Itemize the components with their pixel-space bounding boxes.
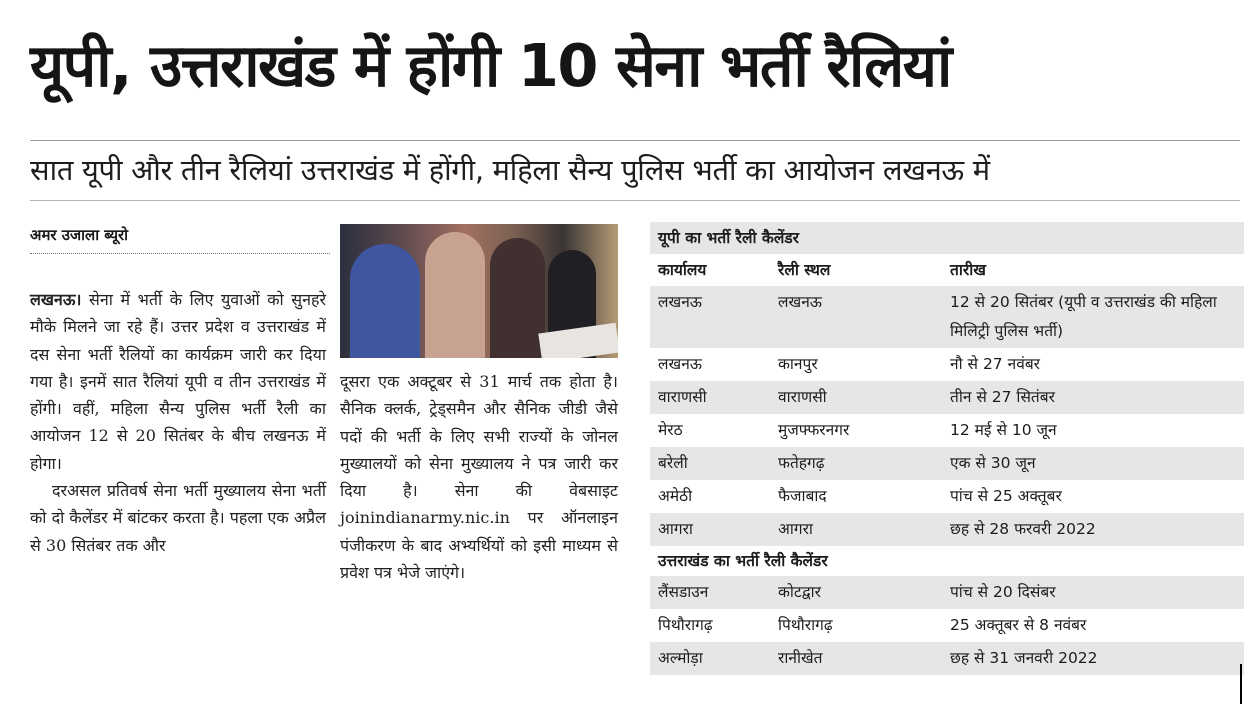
up-calendar-venue: फतेहगढ़ bbox=[778, 454, 825, 472]
uk-calendar-date: पांच से 20 दिसंबर bbox=[950, 583, 1056, 601]
uk-calendar-venue: पिथौरागढ़ bbox=[778, 616, 833, 634]
up-calendar-row bbox=[650, 381, 1244, 414]
uk-calendar-venue: रानीखेत bbox=[778, 649, 823, 667]
uk-calendar-rows bbox=[650, 576, 1244, 675]
up-calendar-office: लखनऊ bbox=[658, 355, 702, 373]
up-calendar-venue: आगरा bbox=[778, 520, 813, 538]
up-calendar-rows bbox=[650, 286, 1244, 546]
uk-calendar-venue: कोटद्वार bbox=[778, 583, 821, 601]
up-calendar-venue: कानपुर bbox=[778, 355, 818, 373]
uk-calendar-row bbox=[650, 576, 1244, 609]
text-cursor bbox=[1240, 664, 1242, 704]
article-paragraph-1 bbox=[30, 286, 326, 477]
divider bbox=[30, 140, 1240, 141]
uk-calendar-office: पिथौरागढ़ bbox=[658, 616, 713, 634]
article-paragraph-1-text: सेना में भर्ती के लिए युवाओं को सुनहरे मौके मिलने जा रहे हैं। उत्तर प्रदेश व उत्तराखंड में दस सेना भर्ती रैलियों का कार्यक्रम जारी कर दिया गया है। इनमें सात रैलियां यूपी व तीन उत्तराखंड में होंगी। वहीं, महिला सैन्य पुलिस भर्ती रैली का आयोजन 12 से 20 सितंबर के बीच लखनऊ में होगा। bbox=[30, 290, 326, 473]
uk-calendar-date: 25 अक्तूबर से 8 नवंबर bbox=[950, 616, 1087, 634]
article-paragraph-2: दरअसल प्रतिवर्ष सेना भर्ती मुख्यालय सेना भर्ती को दो कैलेंडर में बांटकर करता है। पहला एक अप्रैल से 30 सितंबर तक और bbox=[30, 481, 326, 555]
article-column-1 bbox=[30, 286, 326, 559]
divider bbox=[30, 200, 1240, 201]
up-calendar-date: तीन से 27 सितंबर bbox=[950, 388, 1055, 406]
up-calendar-date: 12 मई से 10 जून bbox=[950, 421, 1057, 439]
up-calendar-row bbox=[650, 414, 1244, 447]
uk-calendar-row bbox=[650, 609, 1244, 642]
header-venue: रैली स्थल bbox=[778, 261, 831, 279]
up-calendar-date: 12 से 20 सितंबर (यूपी व उत्तराखंड की महिला मिलिट्री पुलिस भर्ती) bbox=[950, 293, 1217, 340]
headline: यूपी, उत्तराखंड में होंगी 10 सेना भर्ती रैलियां bbox=[30, 31, 951, 100]
up-calendar-row bbox=[650, 286, 1244, 348]
up-calendar-office: मेरठ bbox=[658, 421, 683, 439]
up-calendar-venue: लखनऊ bbox=[778, 293, 822, 311]
uk-calendar-title: उत्तराखंड का भर्ती रैली कैलेंडर bbox=[658, 552, 828, 570]
up-calendar-row bbox=[650, 348, 1244, 381]
up-calendar-venue: वाराणसी bbox=[778, 388, 827, 406]
byline-rule bbox=[30, 253, 330, 254]
calendar-header-row bbox=[650, 254, 1244, 286]
up-calendar-date: नौ से 27 नवंबर bbox=[950, 355, 1041, 373]
up-calendar-office: बरेली bbox=[658, 454, 688, 472]
up-calendar-title: यूपी का भर्ती रैली कैलेंडर bbox=[650, 222, 1244, 254]
up-calendar-row bbox=[650, 513, 1244, 546]
header-office: कार्यालय bbox=[658, 261, 707, 279]
rally-calendar bbox=[650, 222, 1244, 675]
up-calendar-office: लखनऊ bbox=[658, 293, 702, 311]
up-calendar-row bbox=[650, 480, 1244, 513]
article-column-2: दूसरा एक अक्टूबर से 31 मार्च तक होता है। सैनिक क्लर्क, ट्रेड्समैन और सैनिक जीडी जैसे पदों की भर्ती के लिए सभी राज्यों के जोनल मुख्यालयों को सेना मुख्यालय ने पत्र जारी कर दिया है। सेना की वेबसाइट joinindianarmy.nic.in पर ऑनलाइन पंजीकरण के बाद अभ्यर्थियों को इसी माध्यम से प्रवेश पत्र भेजे जाएंगे। bbox=[340, 372, 618, 583]
up-calendar-row bbox=[650, 447, 1244, 480]
header-date: तारीख bbox=[950, 261, 986, 279]
up-calendar-office: वाराणसी bbox=[658, 388, 707, 406]
up-calendar-date: एक से 30 जून bbox=[950, 454, 1036, 472]
up-calendar-venue: मुजफ्फरनगर bbox=[778, 421, 850, 439]
uk-calendar-office: अल्मोड़ा bbox=[658, 649, 703, 667]
up-calendar-office: आगरा bbox=[658, 520, 693, 538]
up-calendar-date: छह से 28 फरवरी 2022 bbox=[950, 520, 1096, 538]
up-calendar-venue: फैजाबाद bbox=[778, 487, 827, 505]
news-photo bbox=[340, 224, 618, 358]
uk-calendar-office: लैंसडाउन bbox=[658, 583, 709, 601]
newspaper-clipping bbox=[18, 0, 1244, 704]
uk-calendar-row bbox=[650, 642, 1244, 675]
up-calendar-office: अमेठी bbox=[658, 487, 693, 505]
dateline: लखनऊ। bbox=[30, 290, 82, 309]
up-calendar-date: पांच से 25 अक्तूबर bbox=[950, 487, 1062, 505]
subheadline: सात यूपी और तीन रैलियां उत्तराखंड में होंगी, महिला सैन्य पुलिस भर्ती का आयोजन लखनऊ में bbox=[30, 153, 990, 187]
uk-calendar-date: छह से 31 जनवरी 2022 bbox=[950, 649, 1098, 667]
byline: अमर उजाला ब्यूरो bbox=[30, 226, 129, 244]
